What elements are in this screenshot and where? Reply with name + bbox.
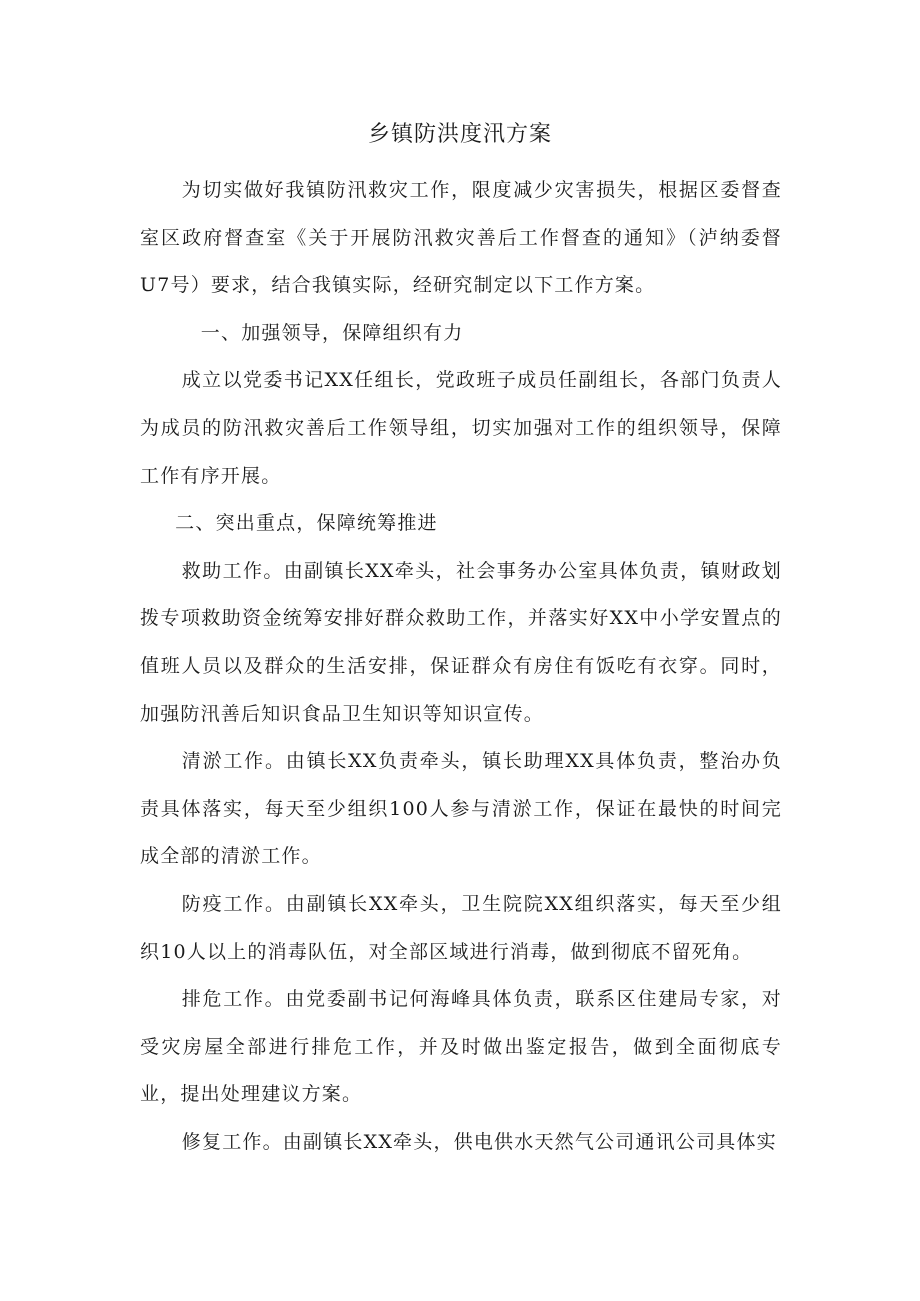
paragraph-epidemic-prevention: 防疫工作。由副镇长XX牵头，卫生院院XX组织落实，每天至少组织10人以上的消毒队伍，对全部区域进行消毒，做到彻底不留死角。: [140, 892, 782, 963]
paragraph-leadership: 成立以党委书记XX任组长，党政班子成员任副组长，各部门负责人为成员的防汛救灾善后工作领导组，切实加强对工作的组织领导，保障工作有序开展。: [140, 369, 782, 487]
paragraph-intro: 为切实做好我镇防汛救灾工作，限度减少灾害损失，根据区委督查室区政府督查室《关于开展防汛救灾善后工作督查的通知》（泸纳委督U7号）要求，结合我镇实际，经研究制定以下工作方案。: [140, 179, 782, 297]
document-title: 乡镇防洪度汛方案: [367, 122, 552, 147]
section-heading-2: 二、突出重点，保障统筹推进: [175, 512, 438, 535]
paragraph-hazard-inspection: 排危工作。由党委副书记何海峰具体负责，联系区住建局专家，对受灾房屋全部进行排危工作，并及时做出鉴定报告，做到全面彻底专业，提出处理建议方案。: [140, 988, 782, 1106]
paragraph-relief: 救助工作。由副镇长XX牵头，社会事务办公室具体负责，镇财政划拨专项救助资金统筹安排好群众救助工作，并落实好XX中小学安置点的值班人员以及群众的生活安排，保证群众有房住有饭吃有衣穿。同时，加强防汛善后知识食品卫生知识等知识宣传。: [140, 559, 782, 725]
section-heading-1: 一、加强领导，保障组织有力: [200, 321, 464, 344]
document-body: [140, 167, 782, 1166]
paragraph-repair: 修复工作。由副镇长XX牵头，供电供水天然气公司通讯公司具体实: [181, 1130, 777, 1153]
paragraph-dredging: 清淤工作。由镇长XX负责牵头，镇长助理XX具体负责，整治办负责具体落实，每天至少组织100人参与清淤工作，保证在最快的时间完成全部的清淤工作。: [140, 750, 782, 868]
